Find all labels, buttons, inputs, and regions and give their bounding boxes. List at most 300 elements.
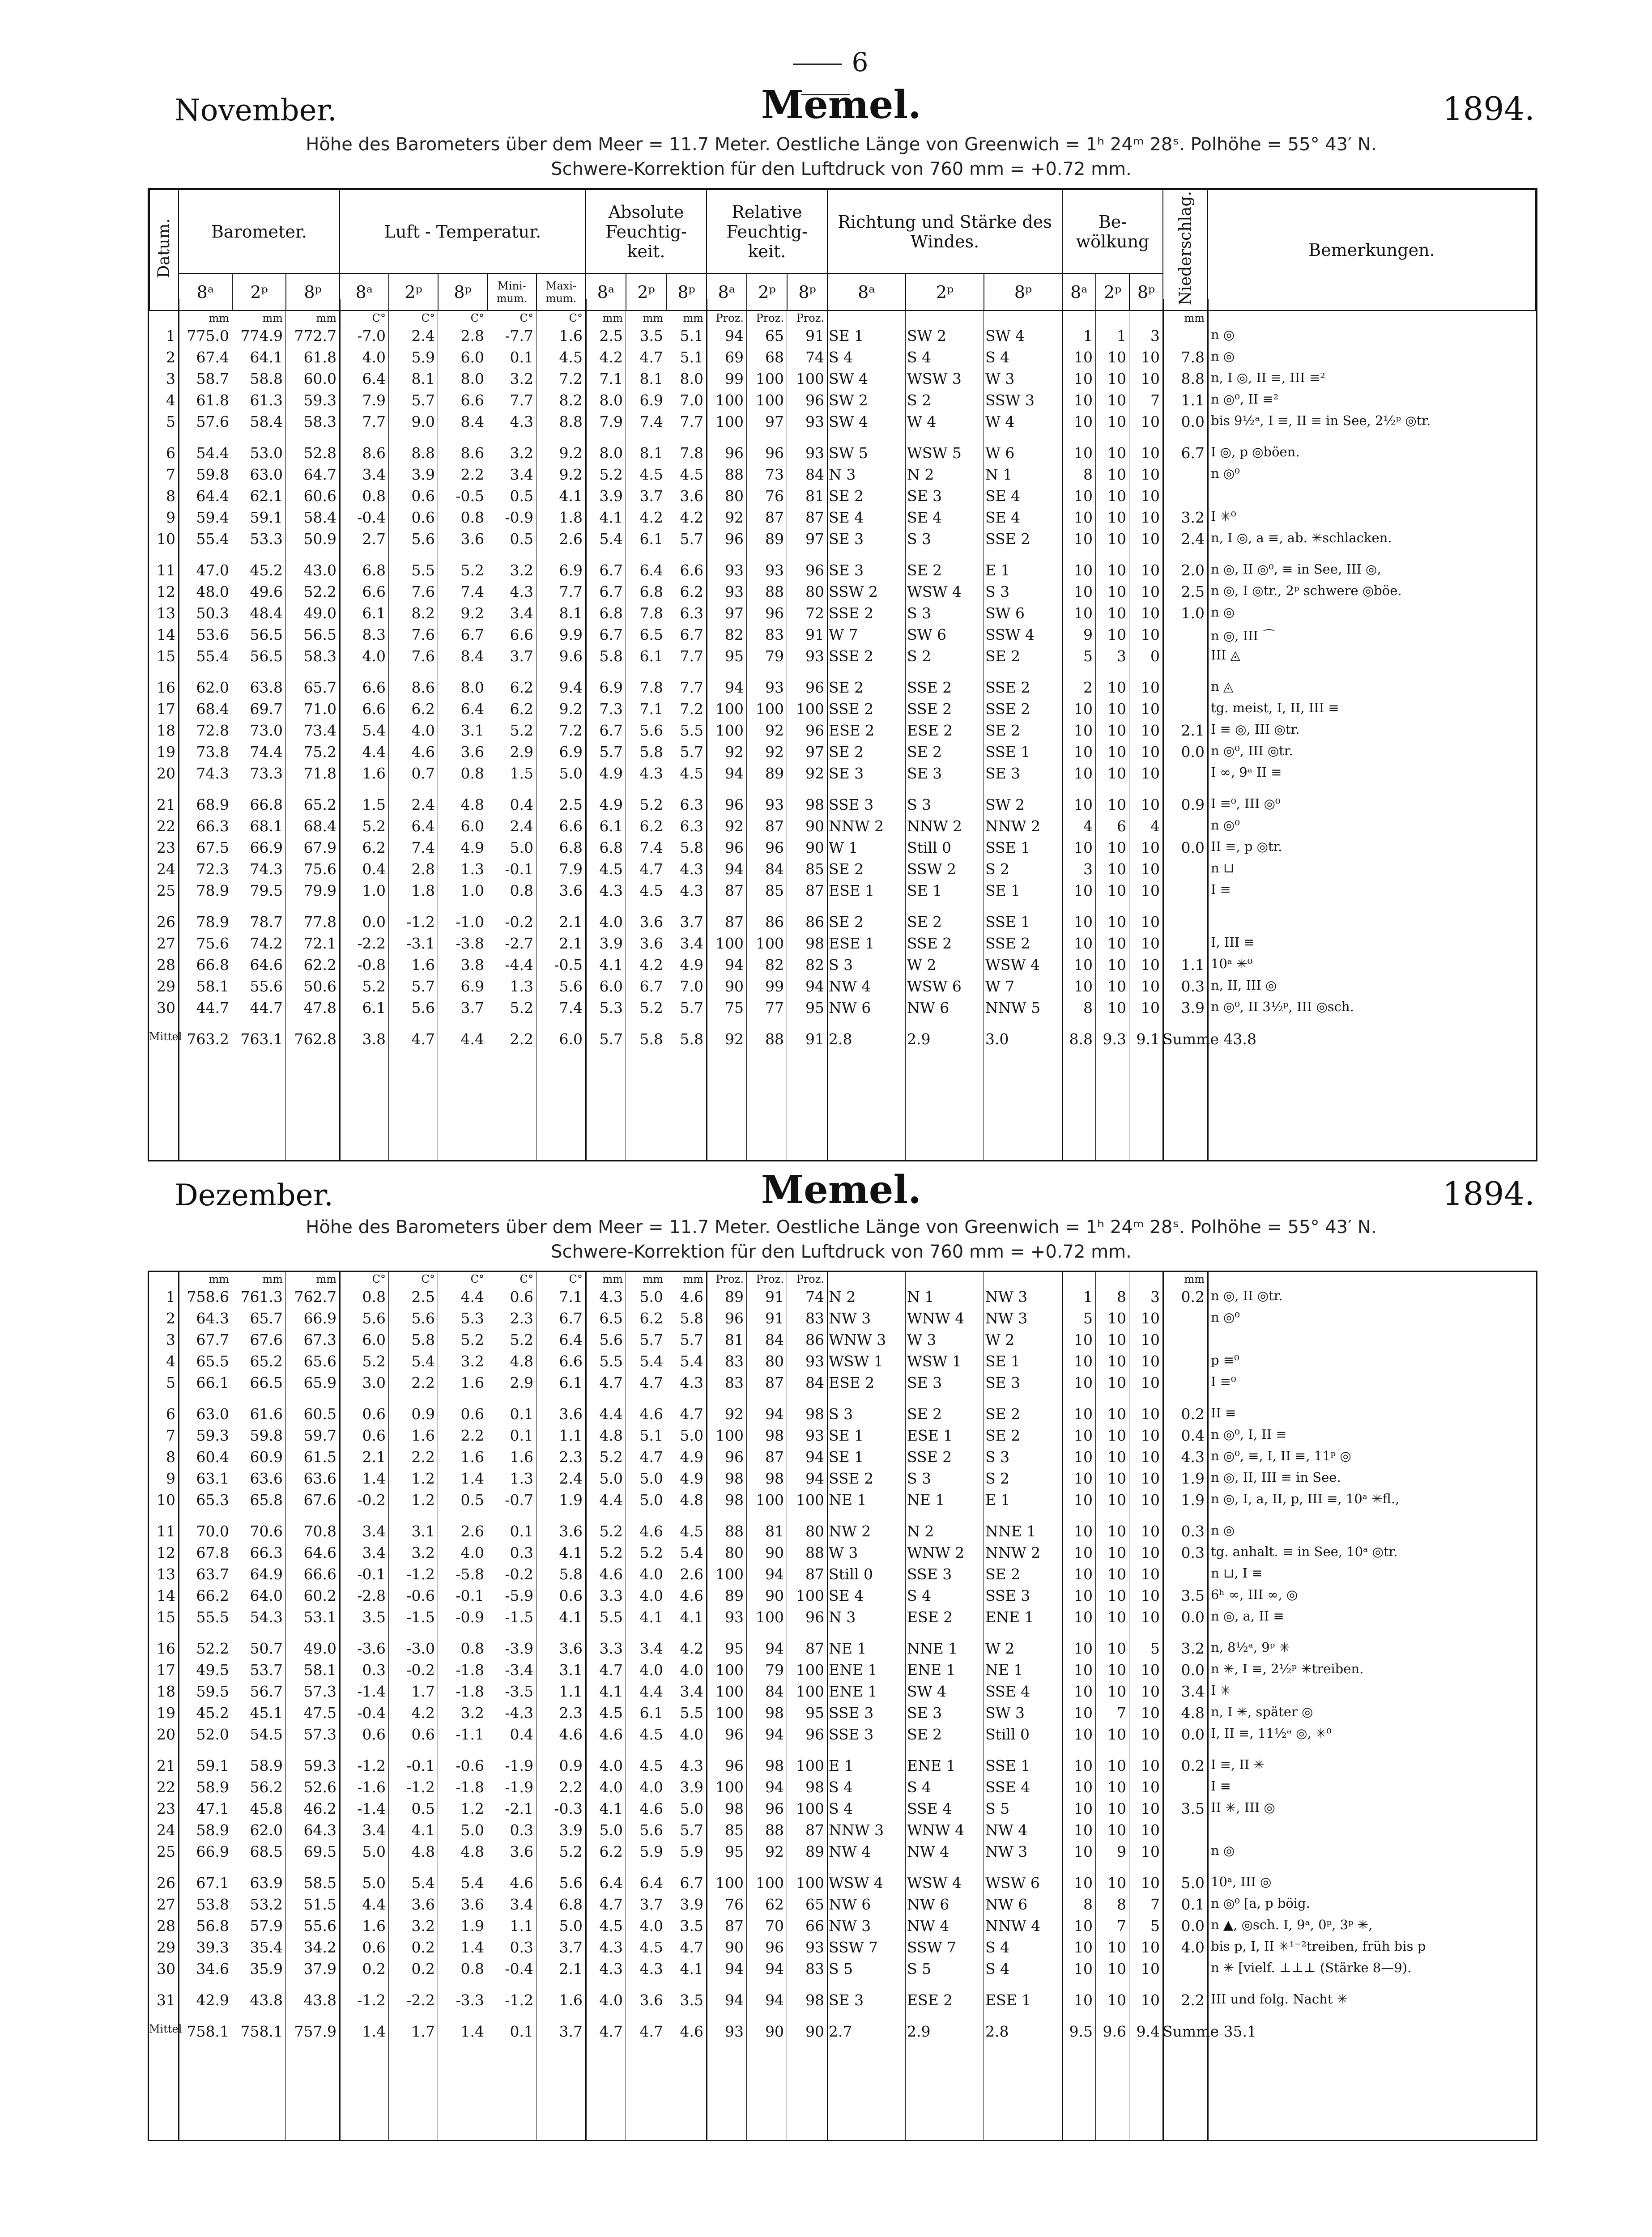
cell-baro-2p: 60.9	[250, 1448, 283, 1466]
cell-cloud-2p: 10	[1107, 999, 1126, 1017]
cell-temp-min: 7.7	[510, 391, 533, 409]
cell-temp-max: 3.9	[559, 1821, 583, 1839]
cell-rel-2p: 83	[765, 626, 784, 644]
cell-abs-2p: 8.1	[639, 444, 663, 462]
cell-precip: 4.3	[1181, 1448, 1205, 1466]
cell-cloud-2p: 10	[1107, 1661, 1126, 1679]
cell-remarks: n ◎⁰, II 3½ᵖ, III ◎sch.	[1211, 999, 1354, 1015]
cell-temp-2p: 0.5	[411, 1800, 435, 1817]
info-line-1: Höhe des Barometers über dem Meer = 11.7 Meter. Oestliche Länge von Greenwich = 1ʰ 24ᵐ 28ˢ. Polhöhe = 55° 43′ N.	[306, 1217, 1377, 1238]
cell-temp-max: 2.4	[559, 1470, 583, 1487]
cell-rel-8a: 100	[715, 1661, 744, 1679]
cell-remarks: n ◎⁰, I, II ≡	[1211, 1427, 1287, 1442]
cell-wind-8p: SE 2	[985, 1427, 1021, 1444]
cell-day: 24	[157, 1821, 175, 1839]
cell-rel-8a: 100	[715, 391, 744, 409]
cell-wind-8a: ENE 1	[829, 1661, 877, 1679]
cell-temp-8a: -1.2	[357, 1757, 386, 1774]
cell-baro-2p: 66.5	[250, 1374, 283, 1391]
cell-baro-2p: 74.4	[250, 743, 283, 761]
cell-temp-2p: 0.2	[411, 1939, 435, 1956]
table-row	[149, 1873, 1536, 1895]
cell-temp-8p: 3.1	[460, 722, 484, 740]
cell-day: 19	[157, 743, 175, 761]
wind-header: Richtung und Stärke des Windes.	[827, 190, 1062, 273]
cell-abs-8p: 5.7	[680, 1821, 703, 1839]
cell-wind-8a: N 3	[829, 1608, 856, 1626]
cell-remarks: n ◎⁰, ≡, I, II ≡, 11ᵖ ◎	[1211, 1448, 1351, 1463]
cell-temp-max: 9.2	[559, 700, 583, 718]
cell-abs-8a: 6.4	[599, 1874, 623, 1892]
cell-baro-8p: 65.2	[303, 796, 336, 814]
cell-temp-8p: 0.8	[460, 1960, 484, 1978]
cell-precip: 3.9	[1181, 999, 1205, 1017]
cell-day: 2	[166, 349, 175, 366]
cell-wind-8a: NE 1	[829, 1491, 867, 1509]
station-title: Memel.	[761, 82, 922, 128]
cell-abs-2p: 7.1	[639, 700, 663, 718]
cell-temp-2p: -1.5	[406, 1608, 435, 1626]
cell-abs-2p: 6.1	[639, 530, 663, 548]
cell-baro-2p: 55.6	[250, 978, 283, 995]
cell-wind-8a: SW 4	[829, 413, 869, 431]
cell-wind-8a: NNW 2	[829, 817, 884, 835]
cell-baro-2p: 65.7	[250, 1310, 283, 1327]
cell-day: 27	[157, 1896, 175, 1913]
cell-cloud-2p: 10	[1107, 722, 1126, 740]
cell-rel-2p: 87	[765, 1448, 784, 1466]
cell-rel-8p: 82	[805, 956, 824, 974]
cell-rel-2p: 84	[765, 1331, 784, 1348]
cell-abs-8a: 8.0	[599, 444, 623, 462]
cell-rel-8a: 89	[725, 1587, 744, 1604]
cell-rel-8p: 94	[805, 1470, 824, 1487]
cell-temp-min: 0.4	[510, 1726, 533, 1743]
cell-wind-8a: NW 3	[829, 1917, 871, 1935]
cell-day: 19	[157, 1704, 175, 1722]
cell-wind-8p: S 2	[985, 860, 1010, 878]
cell-rel-8p: 84	[805, 1374, 824, 1391]
cell-cloud-8p: 10	[1141, 722, 1160, 740]
cell-abs-8a: 5.2	[599, 1544, 623, 1561]
cell-abs-8p: 7.8	[680, 444, 703, 462]
cell-temp-max: 5.2	[559, 1843, 583, 1860]
cell-temp-8p: 0.8	[460, 765, 484, 783]
cell-temp-max: 1.1	[559, 1683, 583, 1700]
cell-temp-8a: 4.4	[362, 743, 386, 761]
cell-rel-8p: 90	[805, 817, 824, 835]
cell-abs-8a: 5.7	[599, 743, 623, 761]
cell-abs-8p: 4.6	[680, 1587, 703, 1604]
cell-cloud-8a: 10	[1074, 765, 1093, 783]
cell-wind-2p: SW 4	[907, 1683, 947, 1700]
cell-temp-2p: 1.6	[411, 1427, 435, 1444]
cell-temp-max: 6.8	[559, 1896, 583, 1913]
cell-rel-2p: 92	[765, 743, 784, 761]
cell-rel-8p: 100	[796, 1491, 824, 1509]
cell-baro-2p: 58.9	[250, 1757, 283, 1774]
group-gap	[149, 1512, 1536, 1522]
cell-precip: 0.0	[1181, 1608, 1205, 1626]
cell-abs-8p: 4.9	[680, 1470, 703, 1487]
cell-rel-8a: 94	[725, 1991, 744, 2009]
cell-temp-2p: 7.6	[411, 626, 435, 644]
cell-abs-2p: 5.2	[639, 796, 663, 814]
cell-precip: 0.2	[1181, 1405, 1205, 1423]
cell-rel-8p: 96	[805, 391, 824, 409]
cell-abs-8a: 4.7	[599, 2023, 623, 2040]
group-gap	[149, 1746, 1536, 1756]
info-line-1: Höhe des Barometers über dem Meer = 11.7 Meter. Oestliche Länge von Greenwich = 1ʰ 24ᵐ 28ˢ. Polhöhe = 55° 43′ N.	[306, 134, 1377, 155]
cell-baro-2p: 68.1	[250, 817, 283, 835]
cell-precip: 2.1	[1181, 722, 1205, 740]
cell-cloud-8p: 10	[1141, 700, 1160, 718]
cell-remarks: tg. anhalt. ≡ in See, 10ᵃ ◎tr.	[1211, 1544, 1398, 1559]
cell-abs-8a: 4.7	[599, 1374, 623, 1391]
cell-wind-2p: 2.9	[907, 2023, 931, 2040]
cell-cloud-8a: 10	[1074, 1874, 1093, 1892]
table-row	[149, 998, 1536, 1020]
cell-day: 5	[166, 413, 175, 431]
cell-wind-8p: SE 3	[985, 765, 1021, 783]
cell-day: 8	[166, 1448, 175, 1466]
column-divider	[285, 299, 286, 1160]
cell-wind-8p: W 3	[985, 370, 1015, 388]
cell-temp-max: 3.1	[559, 1661, 583, 1679]
cell-temp-2p: 4.1	[411, 1821, 435, 1839]
cell-abs-8a: 4.3	[599, 882, 623, 900]
cell-abs-2p: 3.6	[639, 935, 663, 953]
cell-wind-8a: SSE 2	[829, 604, 874, 622]
cell-cloud-8p: 10	[1141, 1778, 1160, 1796]
unit-label: Proz.	[756, 1273, 784, 1285]
cell-wind-8a: NW 4	[829, 978, 871, 995]
cell-temp-8p: -3.8	[456, 935, 484, 953]
cell-abs-2p: 5.8	[639, 1030, 663, 1048]
cell-precip: 6.7	[1181, 444, 1205, 462]
cell-abs-2p: 5.4	[639, 1352, 663, 1370]
cell-cloud-2p: 10	[1107, 839, 1126, 857]
cell-temp-8a: 6.6	[362, 700, 386, 718]
table-row	[149, 699, 1536, 721]
cell-cloud-8p: 10	[1141, 1587, 1160, 1604]
cell-rel-8a: 88	[725, 466, 744, 484]
cell-day: 25	[157, 882, 175, 900]
cell-wind-8a: SW 4	[829, 370, 869, 388]
cell-wind-2p: SE 2	[907, 1726, 942, 1743]
cell-cloud-8p: 3	[1150, 1288, 1160, 1306]
cell-temp-max: 2.6	[559, 530, 583, 548]
cell-cloud-8p: 10	[1141, 1874, 1160, 1892]
unit-label: mm	[1184, 312, 1205, 325]
cell-temp-8p: -0.1	[456, 1587, 484, 1604]
cell-day: 22	[157, 1778, 175, 1796]
cell-temp-8a: 8.3	[362, 626, 386, 644]
table-row	[149, 443, 1536, 465]
cell-baro-2p: 69.7	[250, 700, 283, 718]
cell-temp-2p: 3.6	[411, 1896, 435, 1913]
cell-abs-8a: 6.8	[599, 604, 623, 622]
cell-temp-max: 7.4	[559, 999, 583, 1017]
cell-rel-2p: 94	[765, 1960, 784, 1978]
cell-wind-8a: ESE 1	[829, 882, 875, 900]
temperature-header: Luft - Temperatur.	[340, 190, 586, 273]
unit-label: mm	[602, 1273, 623, 1285]
cell-cloud-2p: 10	[1107, 1565, 1126, 1583]
cell-wind-2p: ESE 2	[907, 1608, 953, 1626]
table-row	[149, 1895, 1536, 1916]
cell-temp-8p: 1.4	[460, 1470, 484, 1487]
cell-cloud-8a: 1	[1083, 1288, 1093, 1306]
cell-baro-8p: 50.9	[303, 530, 336, 548]
cell-cloud-2p: 10	[1107, 882, 1126, 900]
cell-cloud-8a: 10	[1074, 1491, 1093, 1509]
cell-abs-8a: 4.1	[599, 1683, 623, 1700]
cell-temp-2p: -1.2	[406, 913, 435, 931]
cell-abs-8p: 3.7	[680, 913, 703, 931]
cell-baro-8p: 59.3	[303, 391, 336, 409]
cell-rel-2p: 94	[765, 1726, 784, 1743]
cell-wind-8p: N 1	[985, 466, 1013, 484]
table-row	[149, 369, 1536, 391]
cell-baro-2p: 763.1	[240, 1030, 283, 1048]
cell-temp-min: -5.9	[505, 1587, 533, 1604]
table-row	[149, 1309, 1536, 1330]
table-row	[149, 1447, 1536, 1469]
cell-wind-2p: SE 2	[907, 561, 942, 579]
cell-abs-2p: 4.3	[639, 1960, 663, 1978]
cell-abs-8a: 5.0	[599, 1821, 623, 1839]
cell-abs-2p: 4.7	[639, 860, 663, 878]
cell-rel-2p: 96	[765, 1939, 784, 1956]
cell-wind-8p: SE 2	[985, 1565, 1021, 1583]
cell-abs-8a: 5.0	[599, 1470, 623, 1487]
cell-baro-2p: 64.9	[250, 1565, 283, 1583]
cell-abs-2p: 5.7	[639, 1331, 663, 1348]
cell-abs-8p: 5.0	[680, 1427, 703, 1444]
cell-abs-2p: 5.2	[639, 1544, 663, 1561]
cell-wind-2p: WSW 4	[907, 1874, 962, 1892]
cell-temp-min: 0.1	[510, 349, 533, 366]
cell-remarks: n, I ✳, später ◎	[1211, 1704, 1313, 1719]
cell-temp-max: 3.6	[559, 882, 583, 900]
cell-temp-8a: 0.4	[362, 860, 386, 878]
cell-baro-8a: 67.7	[196, 1331, 229, 1348]
cell-rel-8p: 92	[805, 765, 824, 783]
column-divider	[1162, 299, 1164, 1160]
cell-abs-8p: 6.3	[680, 796, 703, 814]
cell-temp-8p: 4.8	[460, 796, 484, 814]
cell-rel-2p: 92	[765, 722, 784, 740]
cell-rel-2p: 93	[765, 679, 784, 697]
column-divider	[827, 299, 828, 1160]
cell-abs-2p: 4.0	[639, 1587, 663, 1604]
cell-cloud-2p: 10	[1107, 1640, 1126, 1657]
cell-cloud-2p: 10	[1107, 1821, 1126, 1839]
cell-baro-8a: 57.6	[196, 413, 229, 431]
cell-cloud-2p: 10	[1107, 1427, 1126, 1444]
cell-day: 12	[157, 583, 175, 601]
cell-cloud-8p: 10	[1141, 1405, 1160, 1423]
cell-day: 13	[157, 1565, 175, 1583]
cell-wind-8a: NW 6	[829, 999, 871, 1017]
cell-temp-max: 3.6	[559, 1405, 583, 1423]
cell-baro-8a: 758.1	[187, 2023, 229, 2040]
column-divider	[285, 1272, 286, 2140]
cell-abs-8a: 4.6	[599, 1726, 623, 1743]
cell-baro-8p: 60.5	[303, 1405, 336, 1423]
cell-precip: 0.3	[1181, 1523, 1205, 1540]
cell-remarks: 10ᵃ, III ◎	[1211, 1874, 1272, 1889]
cell-cloud-8p: 5	[1150, 1640, 1160, 1657]
cell-temp-2p: 4.2	[411, 1704, 435, 1722]
cell-temp-8p: 0.8	[460, 1640, 484, 1657]
cell-wind-8p: SE 3	[985, 1374, 1021, 1391]
cell-cloud-8p: 7	[1150, 1896, 1160, 1913]
cell-abs-8a: 4.0	[599, 913, 623, 931]
cell-temp-max: 5.6	[559, 1874, 583, 1892]
table-row	[149, 795, 1536, 817]
cell-temp-min: -0.1	[505, 860, 533, 878]
cell-temp-max: 9.4	[559, 679, 583, 697]
cell-rel-8p: 85	[805, 860, 824, 878]
cell-rel-2p: 98	[765, 1470, 784, 1487]
cell-day: 21	[157, 1757, 175, 1774]
cell-baro-8a: 74.3	[196, 765, 229, 783]
cell-remarks: n ◎, a, II ≡	[1211, 1608, 1284, 1624]
cell-rel-8a: 92	[725, 1405, 744, 1423]
cell-baro-8p: 60.0	[303, 370, 336, 388]
cell-wind-8p: SSE 4	[985, 1683, 1030, 1700]
cell-abs-2p: 4.5	[639, 466, 663, 484]
cell-rel-8p: 87	[805, 1640, 824, 1657]
cell-temp-8p: 2.2	[460, 1427, 484, 1444]
cell-abs-8a: 2.5	[599, 327, 623, 345]
cell-abs-8p: 4.5	[680, 1523, 703, 1540]
cell-baro-2p: 67.6	[250, 1331, 283, 1348]
cell-wind-2p: WSW 1	[907, 1352, 962, 1370]
cell-cloud-2p: 10	[1107, 1683, 1126, 1700]
cell-rel-8p: 98	[805, 1991, 824, 2009]
cell-wind-2p: SE 2	[907, 1405, 942, 1423]
cell-baro-2p: 64.0	[250, 1587, 283, 1604]
cell-abs-8p: 2.6	[680, 1565, 703, 1583]
cell-baro-8a: 763.2	[187, 1030, 229, 1048]
cell-baro-2p: 64.1	[250, 349, 283, 366]
cell-temp-max: -0.5	[554, 956, 583, 974]
cell-temp-8p: 6.4	[460, 700, 484, 718]
cell-temp-max: 6.8	[559, 839, 583, 857]
cell-cloud-8a: 10	[1074, 956, 1093, 974]
cell-temp-2p: 2.2	[411, 1374, 435, 1391]
cell-cloud-8a: 10	[1074, 1960, 1093, 1978]
cell-day: 26	[157, 1874, 175, 1892]
cell-temp-min: 0.3	[510, 1821, 533, 1839]
cell-abs-8p: 4.0	[680, 1661, 703, 1679]
cell-rel-8p: 86	[805, 913, 824, 931]
cell-abs-8p: 4.2	[680, 509, 703, 527]
cell-baro-8a: 59.8	[196, 466, 229, 484]
cell-temp-8a: 5.0	[362, 1874, 386, 1892]
cell-precip: 4.0	[1181, 1939, 1205, 1956]
cell-wind-2p: SE 3	[907, 1704, 942, 1722]
cell-wind-2p: N 1	[907, 1288, 934, 1306]
cell-rel-2p: 62	[765, 1896, 784, 1913]
cell-temp-min: 3.2	[510, 370, 533, 388]
cell-remarks: n ⊔, I ≡	[1211, 1565, 1263, 1581]
column-divider	[1207, 1272, 1209, 2140]
cell-precip: 0.2	[1181, 1288, 1205, 1306]
cell-cloud-8a: 10	[1074, 509, 1093, 527]
group-gap	[149, 551, 1536, 561]
table-row	[149, 1522, 1536, 1543]
cell-temp-2p: 0.7	[411, 765, 435, 783]
cell-abs-8p: 4.3	[680, 882, 703, 900]
cell-wind-8a: SW 2	[829, 391, 869, 409]
cell-cloud-8a: 9	[1083, 626, 1093, 644]
cell-cloud-8p: 10	[1141, 1352, 1160, 1370]
cell-precip: 3.2	[1181, 509, 1205, 527]
cell-remarks: n ✳, I ≡, 2½ᵖ ✳treiben.	[1211, 1661, 1364, 1676]
table-row	[149, 678, 1536, 699]
cell-temp-2p: 3.9	[411, 466, 435, 484]
cell-abs-8p: 5.7	[680, 1331, 703, 1348]
cell-wind-8a: S 3	[829, 1405, 853, 1423]
cell-baro-8p: 69.5	[303, 1843, 336, 1860]
cell-temp-8a: -1.4	[357, 1800, 386, 1817]
cell-temp-min: 3.2	[510, 561, 533, 579]
cell-precip: 0.9	[1181, 796, 1205, 814]
cell-abs-8a: 4.0	[599, 1778, 623, 1796]
cell-wind-8p: NE 1	[985, 1661, 1023, 1679]
cell-day: 16	[157, 679, 175, 697]
cell-rel-8p: 66	[805, 1917, 824, 1935]
cell-baro-2p: 50.7	[250, 1640, 283, 1657]
cell-temp-8p: -1.8	[456, 1683, 484, 1700]
cell-wind-2p: SSE 4	[907, 1800, 952, 1817]
cell-rel-8p: 90	[805, 2023, 824, 2040]
cell-rel-8p: 89	[805, 1843, 824, 1860]
cell-temp-min: 0.4	[510, 796, 533, 814]
cell-day: 20	[157, 1726, 175, 1743]
cell-cloud-2p: 10	[1107, 1470, 1126, 1487]
cell-temp-min: 0.3	[510, 1939, 533, 1956]
cell-temp-2p: 3.2	[411, 1917, 435, 1935]
cell-rel-8a: 90	[725, 1939, 744, 1956]
cell-rel-2p: 84	[765, 860, 784, 878]
cell-rel-8p: 87	[805, 509, 824, 527]
cell-cloud-2p: 7	[1117, 1704, 1126, 1722]
cell-temp-max: 2.2	[559, 1778, 583, 1796]
cell-abs-2p: 4.2	[639, 956, 663, 974]
cell-wind-2p: SE 4	[907, 509, 942, 527]
cell-cloud-2p: 10	[1107, 530, 1126, 548]
cell-rel-2p: 94	[765, 1991, 784, 2009]
cell-baro-8p: 75.2	[303, 743, 336, 761]
table-row	[149, 764, 1536, 785]
cell-temp-2p: -1.2	[406, 1565, 435, 1583]
cell-wind-8a: NW 6	[829, 1896, 871, 1913]
column-divider	[388, 1272, 389, 2140]
col-2p: 2ᵖ	[389, 273, 438, 310]
precipitation-header: Niederschlag.	[1176, 191, 1195, 306]
column-divider	[388, 299, 389, 1160]
cell-baro-8p: 51.5	[303, 1896, 336, 1913]
table-header	[149, 189, 1536, 311]
cell-rel-2p: 93	[765, 561, 784, 579]
cell-wind-8a: NW 4	[829, 1843, 871, 1860]
cell-wind-8a: SE 1	[829, 1448, 864, 1466]
